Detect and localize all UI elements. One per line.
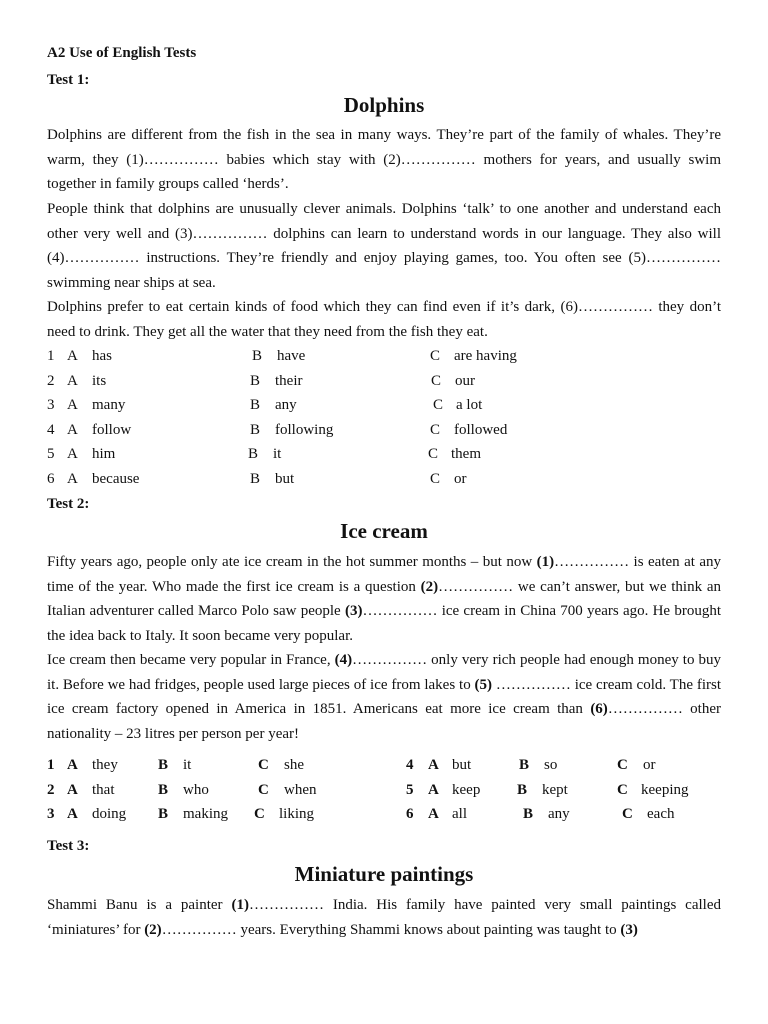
option-letter-b: B — [158, 781, 169, 798]
option-c: our — [455, 372, 475, 389]
option-row — [47, 778, 721, 803]
text-run: Fifty years ago, people only ate ice cream in the hot summer months – but now — [47, 554, 537, 570]
gap-number: (3) — [344, 603, 363, 619]
option-letter-c: C — [617, 781, 628, 798]
option-letter-a: A — [67, 446, 78, 462]
test3-paragraph-1 — [47, 893, 721, 942]
option-row — [47, 442, 721, 467]
option-row — [47, 467, 721, 492]
option-a: many — [92, 397, 126, 413]
option-c: each — [647, 806, 675, 822]
option-c: them — [451, 446, 481, 462]
option-letter-b: B — [250, 421, 261, 438]
text-run: …………… ice cream in China 700 years ago. He brought the idea back to Italy. It soon became very popular. — [47, 603, 721, 644]
gap-number: (1) — [536, 554, 555, 570]
test1-paragraph-2: People think that dolphins are unusually clever animals. Dolphins ‘talk’ to one another and understand each other very well and (3)…………… dolphins can learn to understand words in our language. They also will (4)…………… instructions. They’re friendly and enjoy playing games, too. You often see (5)…………… swimming near ships at sea. — [47, 201, 721, 291]
question-number: 3 — [47, 806, 55, 822]
option-letter-a: A — [67, 372, 78, 389]
question-number: 4 — [406, 757, 414, 773]
option-letter-b: B — [519, 757, 530, 773]
option-letter-c: C — [622, 806, 633, 822]
option-letter-b: B — [250, 470, 261, 487]
text-run: Shammi Banu is a painter — [47, 897, 232, 913]
option-b: kept — [542, 781, 568, 798]
option-letter-c: C — [617, 757, 628, 773]
test3-label: Test 3: — [47, 838, 90, 854]
option-c: a lot — [456, 397, 483, 413]
option-letter-c: C — [254, 806, 265, 822]
option-a: because — [92, 470, 140, 487]
test1-title: Dolphins — [343, 93, 425, 117]
question-number: 6 — [406, 806, 414, 822]
gap-number: (2) — [420, 578, 439, 595]
option-letter-b: B — [158, 757, 169, 773]
option-letter-a: A — [67, 757, 78, 773]
option-letter-c: C — [430, 348, 441, 364]
option-b: it — [273, 446, 282, 462]
gap-number: (2) — [144, 921, 162, 938]
question-number: 6 — [47, 470, 55, 487]
option-letter-a: A — [67, 348, 78, 364]
question-number: 5 — [406, 781, 414, 798]
option-letter-b: B — [252, 348, 263, 364]
option-letter-b: B — [250, 397, 261, 413]
gap-number: (3) — [620, 921, 638, 938]
question-number: 2 — [47, 372, 55, 389]
option-b: any — [275, 397, 297, 413]
gap-number: (5) — [474, 676, 493, 693]
text-run: …………… other nationality – 23 litres per person per year! — [47, 701, 721, 742]
option-a: its — [92, 372, 107, 389]
gap-number: (1) — [231, 897, 249, 913]
text-run: …………… we can’t answer, but we think an Italian adventurer called Marco Polo saw people — [47, 578, 721, 619]
option-a: has — [92, 348, 112, 364]
option-b: but — [275, 470, 295, 487]
option-a: him — [92, 446, 116, 462]
option-letter-a: A — [428, 806, 439, 822]
question-number: 4 — [47, 421, 55, 438]
test2-options — [47, 753, 721, 827]
gap-number: (4) — [334, 652, 353, 668]
option-c: followed — [454, 421, 508, 438]
option-b: their — [275, 372, 303, 389]
option-c: keeping — [641, 781, 689, 798]
option-a: but — [452, 757, 472, 773]
test2-paragraph-1 — [47, 550, 721, 648]
text-run: Ice cream then became very popular in France, — [47, 652, 335, 668]
text-run: …………… years. Everything Shammi knows about painting was taught to — [161, 921, 621, 938]
option-b: making — [183, 806, 228, 822]
question-number: 1 — [47, 757, 55, 773]
option-letter-b: B — [248, 446, 259, 462]
option-letter-b: B — [250, 372, 261, 389]
option-b: so — [544, 757, 558, 773]
option-row — [47, 369, 721, 394]
test1-paragraph-3: Dolphins prefer to eat certain kinds of food which they can find even if it’s dark, (6)…………… they don’t need to drink. They get all the water that they need from the fish they eat. — [47, 299, 721, 340]
option-letter-a: A — [67, 397, 78, 413]
question-number: 3 — [47, 397, 55, 413]
test1-options — [47, 344, 721, 491]
option-letter-a: A — [67, 470, 78, 487]
option-a: that — [92, 781, 115, 798]
option-b: following — [275, 421, 334, 438]
option-row — [47, 753, 721, 778]
option-letter-c: C — [431, 372, 442, 389]
option-letter-a: A — [428, 757, 439, 773]
option-c: are having — [454, 348, 517, 364]
option-a: they — [92, 757, 118, 773]
option-letter-a: A — [67, 421, 78, 438]
test2-paragraph-2 — [47, 648, 721, 746]
test1-paragraph-1: Dolphins are different from the fish in the sea in many ways. They’re part of the family of whales. They’re warm, they (1)…………… babies which stay with (2)…………… mothers for years, and usually swim together in family groups called ‘herds’. — [47, 127, 721, 192]
option-letter-a: A — [428, 781, 439, 798]
option-c: liking — [279, 806, 315, 822]
text-run: …………… India. His family have painted very small paintings called ‘miniatures’ for — [47, 897, 721, 938]
option-letter-c: C — [258, 757, 269, 773]
test3-title: Miniature paintings — [294, 862, 474, 886]
text-run: …………… ice cream cold. The first ice cream factory opened in America in 1851. Americans eat more ice cream than — [47, 676, 722, 717]
option-c: or — [643, 757, 656, 773]
option-letter-c: C — [258, 781, 269, 798]
option-letter-c: C — [430, 421, 441, 438]
option-c: she — [284, 757, 304, 773]
option-b: it — [183, 757, 192, 773]
option-a: keep — [452, 781, 481, 798]
document-heading: A2 Use of English Tests — [47, 45, 197, 61]
option-b: any — [548, 806, 570, 822]
question-number: 1 — [47, 348, 55, 364]
option-letter-c: C — [433, 397, 444, 413]
text-run: …………… only very rich people had enough money to buy it. Before we had fridges, people used large pieces of ice from lakes to — [47, 652, 721, 693]
option-letter-b: B — [523, 806, 534, 822]
option-a: doing — [92, 806, 127, 822]
option-a: follow — [92, 421, 132, 438]
option-row — [47, 393, 721, 418]
test1-label: Test 1: — [47, 72, 90, 88]
option-row — [47, 802, 721, 827]
option-a: all — [452, 806, 467, 822]
option-letter-a: A — [67, 781, 78, 798]
option-letter-c: C — [430, 470, 441, 487]
question-number: 5 — [47, 446, 55, 462]
option-c: or — [454, 470, 467, 487]
test2-title: Ice cream — [340, 519, 428, 543]
text-run: …………… is eaten at any time of the year. Who made the first ice cream is a question — [47, 554, 721, 595]
option-row — [47, 418, 721, 443]
option-letter-b: B — [517, 781, 528, 798]
option-b: who — [183, 781, 209, 798]
question-number: 2 — [47, 781, 55, 798]
option-letter-b: B — [158, 806, 169, 822]
option-c: when — [284, 781, 317, 798]
gap-number: (6) — [590, 701, 608, 717]
option-letter-a: A — [67, 806, 78, 822]
test2-label: Test 2: — [47, 496, 90, 512]
option-letter-c: C — [428, 446, 439, 462]
option-row — [47, 344, 721, 369]
option-b: have — [277, 348, 306, 364]
